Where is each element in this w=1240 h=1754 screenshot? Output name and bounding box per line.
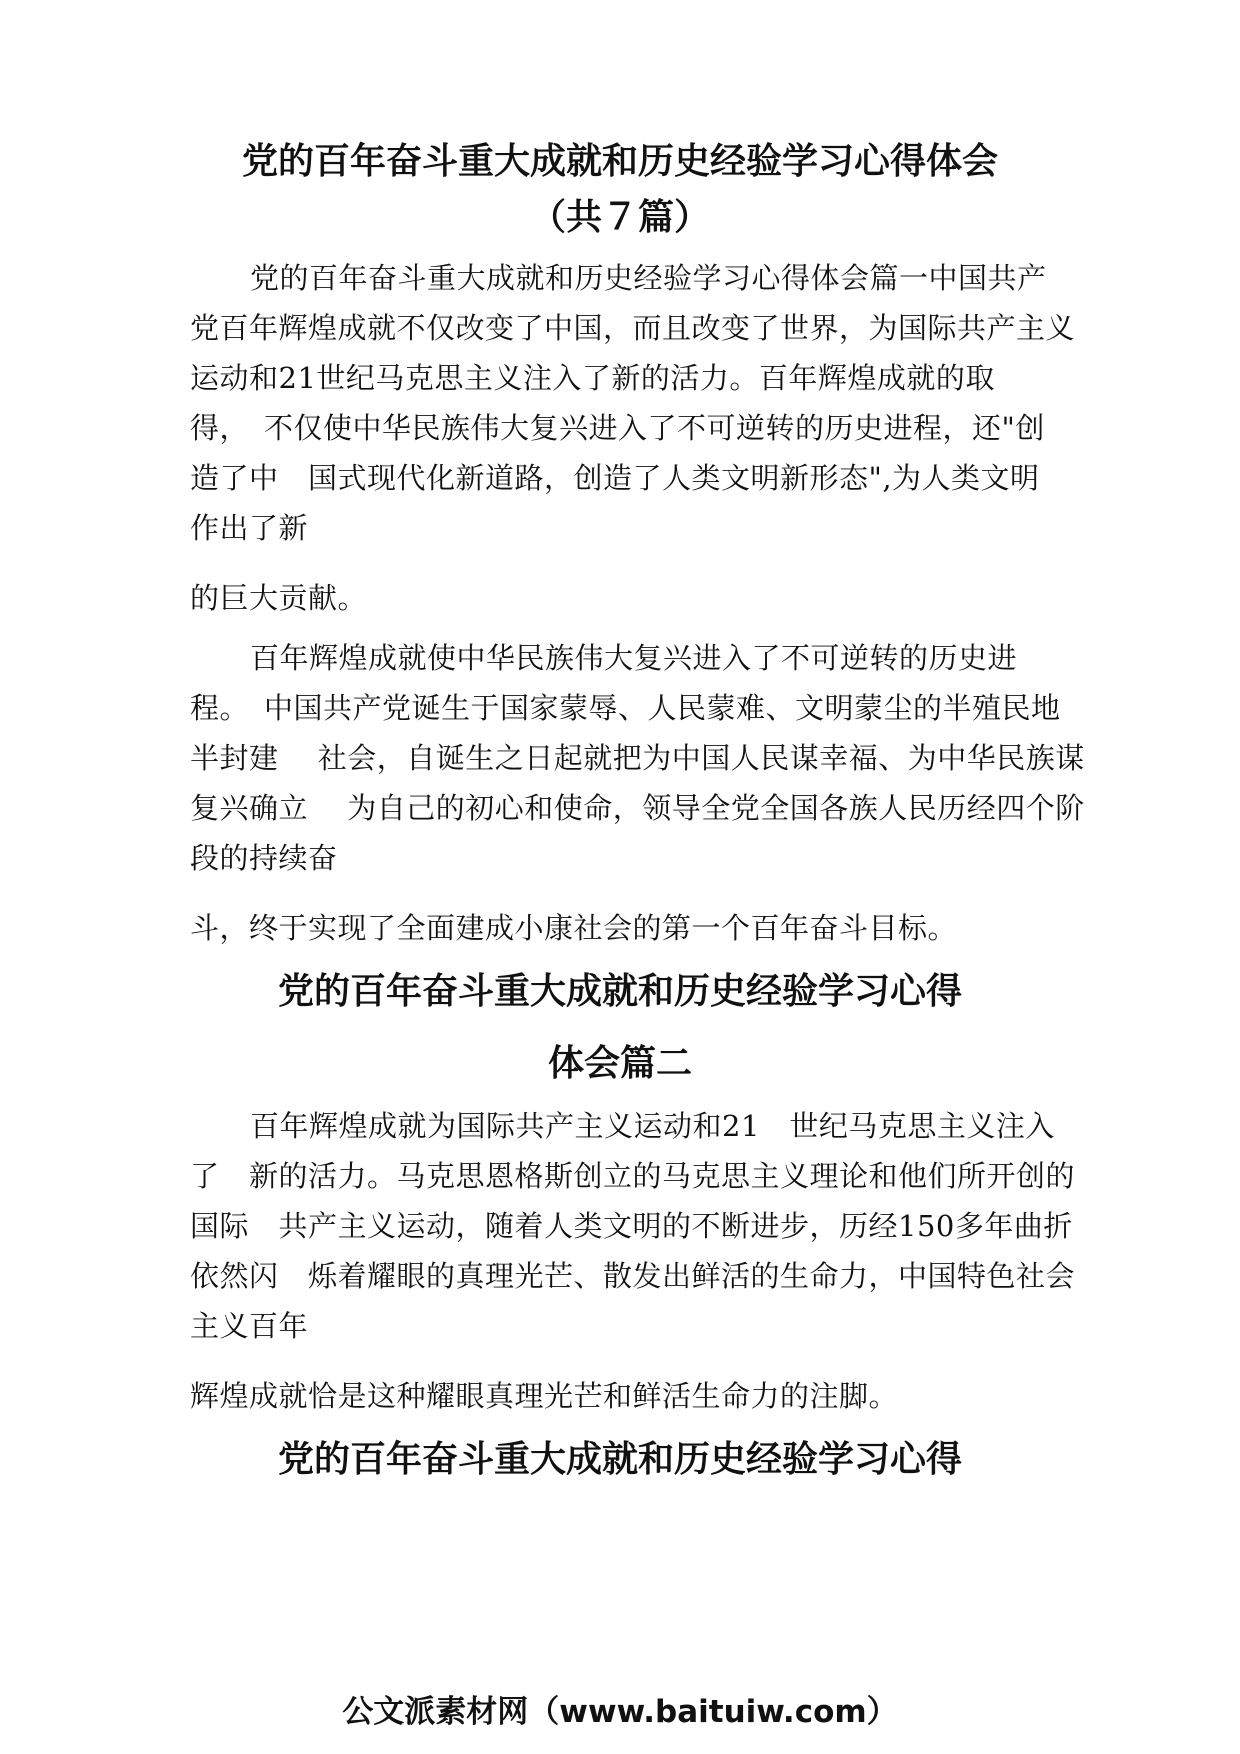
document-subtitle: （共７篇） bbox=[529, 197, 710, 238]
page-footer: 公文派素材网（www.baituiw.com） bbox=[342, 1694, 898, 1730]
paragraph-line: 半封建 社会，自诞生之日起就把为中国人民谋幸福、为中华民族谋 bbox=[190, 741, 1085, 775]
section-heading: 党的百年奋斗重大成就和历史经验学习心得 bbox=[277, 1439, 962, 1480]
paragraph-line: 国际 共产主义运动，随着人类文明的不断进步，历经150多年曲折 bbox=[190, 1209, 1073, 1243]
paragraph-line: 辉煌成就恰是这种耀眼真理光芒和鲜活生命力的注脚。 bbox=[190, 1379, 899, 1413]
paragraph-line: 斗，终于实现了全面建成小康社会的第一个百年奋斗目标。 bbox=[190, 911, 958, 945]
paragraph-line: 段的持续奋 bbox=[190, 841, 338, 875]
paragraph-line: 百年辉煌成就为国际共产主义运动和21 世纪马克思主义注入 bbox=[250, 1109, 1055, 1143]
paragraph-line: 程。 中国共产党诞生于国家蒙辱、人民蒙难、文明蒙尘的半殖民地 bbox=[190, 691, 1061, 725]
paragraph-line: 党百年辉煌成就不仅改变了中国，而且改变了世界，为国际共产主义 bbox=[190, 311, 1076, 345]
paragraph-line: 作出了新 bbox=[190, 511, 309, 545]
paragraph-line: 依然闪 烁着耀眼的真理光芒、散发出鲜活的生命力，中国特色社会 bbox=[190, 1259, 1076, 1293]
paragraph-line: 党的百年奋斗重大成就和历史经验学习心得体会篇一中国共产 bbox=[250, 261, 1047, 295]
paragraph-line: 运动和21世纪马克思主义注入了新的活力。百年辉煌成就的取 bbox=[190, 361, 995, 395]
paragraph-line: 了 新的活力。马克思恩格斯创立的马克思主义理论和他们所开创的 bbox=[190, 1159, 1076, 1193]
paragraph-line: 主义百年 bbox=[190, 1309, 309, 1343]
paragraph-line: 复兴确立 为自己的初心和使命，领导全党全国各族人民历经四个阶 bbox=[190, 791, 1085, 825]
section-heading: 党的百年奋斗重大成就和历史经验学习心得 bbox=[277, 971, 962, 1012]
paragraph-line: 得， 不仅使中华民族伟大复兴进入了不可逆转的历史进程，还"创 bbox=[190, 411, 1045, 445]
section-heading: 体会篇二 bbox=[547, 1043, 692, 1084]
paragraph-line: 百年辉煌成就使中华民族伟大复兴进入了不可逆转的历史进 bbox=[250, 641, 1018, 675]
paragraph-line: 的巨大贡献。 bbox=[190, 581, 368, 615]
paragraph-line: 造了中 国式现代化新道路，创造了人类文明新形态",为人类文明 bbox=[190, 461, 1040, 495]
document-title: 党的百年奋斗重大成就和历史经验学习心得体会 bbox=[241, 141, 998, 182]
